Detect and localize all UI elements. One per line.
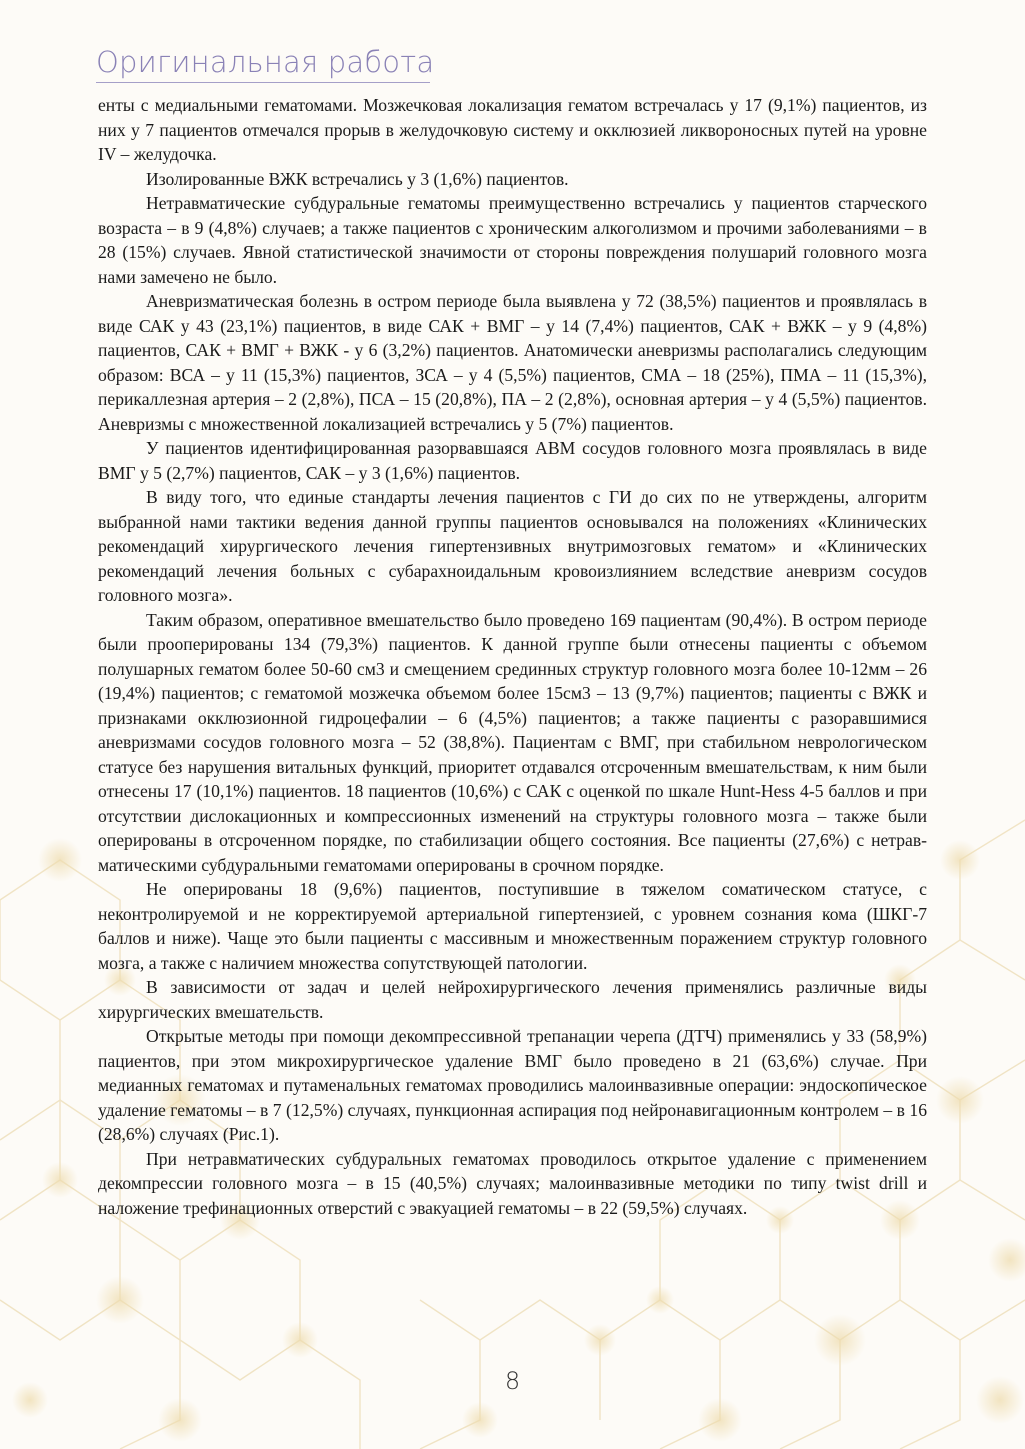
paragraph: Таким образом, оперативное вмешательство было проведено 169 пациентам (90,4%). В остром периоде были прооперированы 134 (79,3%) пациентов. К данной группе были отнесены пациенты с объемом полушарных гематом более 50-60 см3 и смещением срединных структур головного мозга более 10-12мм – 26 (19,4%) пациентов; с гематомой мозжечка объемом более 15см3 – 13 (9,7%) пациентов; пациенты с ВЖК и признаками окклюзионной гидроцефалии – 6 (4,5%) пациентов; а также пациенты с разоравшимися аневризмами сосудов головного мозга – 52 (38,8%). Пациентам с ВМГ, при стабильном неврологическом статусе без нарушения витальных функций, приоритет отдавался отсроченным вмешательствам, к ним были отнесены 17 (10,1%) пациентов. 18 пациентов (10,6%) с САК с оценкой по шкале Hunt-Hess 4-5 баллов и при отсутствии дислокационных и компрессионных изменений на структуры головного мозга – также были оперированы в отсроченном порядке, по стабилизации общего состояния. Все пациенты (27,6%) с нетрав-матическими субдуральными гематомами оперированы в срочном порядке. [98, 609, 927, 875]
article-body [98, 93, 927, 1220]
paragraph: Не оперированы 18 (9,6%) пациентов, поступившие в тяжелом соматическом статусе, с неконтролируемой и не корректируемой артериальной гипертензией, с уровнем сознания кома (ШКГ-7 баллов и ниже). Чаще это были пациенты с массивным и множественным поражением структур головного мозга, а также с наличием множества сопутствующей патологии. [98, 879, 927, 973]
header-divider [96, 82, 430, 83]
paragraph: Нетравматические субдуральные гематомы преимущественно встречались у пациентов старческого возраста – в 9 (4,8%) случаев; а также пациентов с хроническим алкоголизмом и прочими заболеваниями – в 28 (15%) случаев. Явной статистической значимости от стороны повреждения полушарий головного мозга нами замечено не было. [98, 193, 927, 287]
paragraph: Изолированные ВЖК встречались у 3 (1,6%) пациентов. [146, 168, 569, 189]
paragraph: Аневризматическая болезнь в остром периоде была выявлена у 72 (38,5%) пациентов и проявлялась в виде САК у 43 (23,1%) пациентов, в виде САК + ВМГ – у 14 (7,4%) пациентов, САК + ВЖК – у 9 (4,8%) пациентов, САК + ВМГ + ВЖК - у 6 (3,2%) пациентов. Анатомически аневризмы располагались следующим образом: ВСА – у 11 (15,3%) пациентов, ЗСА – у 4 (5,5%) пациентов, СМА – 18 (25%), ПМА – 11 (15,3%), перикаллезная артерия – 2 (2,8%), ПСА – 15 (20,8%), ПА – 2 (2,8%), основная артерия – у 4 (5,5%) пациентов. Аневризмы с множественной локализацией встречались у 5 (7%) пациентов. [98, 291, 927, 434]
paragraph: При нетравматических субдуральных гематомах проводилось открытое удаление с применением декомпрессии головного мозга – в 15 (40,5%) случаях; малоинвазивные методики по типу twist drill и наложение трефинационных отверстий с эвакуацией гематомы – в 22 (59,5%) случаях. [98, 1148, 927, 1218]
section-title: Оригинальная работа [96, 45, 435, 79]
paragraph: В зависимости от задач и целей нейрохирургического лечения применялись различные виды хирургических вмешательств. [98, 977, 927, 1022]
paragraph: В виду того, что единые стандарты лечения пациентов с ГИ до сих по не утверждены, алгоритм выбранной нами тактики ведения данной группы пациентов основывался на положениях «Клинических рекомендаций хирургического лечения гипертензивных внутримозговых гематом» и «Клинических рекомендаций лечения больных с субарахноидальным кровоизлиянием вследствие аневризм сосудов головного мозга». [98, 487, 927, 605]
running-header [96, 44, 434, 80]
page-number: 8 [504, 1367, 521, 1395]
paragraph: енты с медиальными гематомами. Мозжечковая локализация гематом встречалась у 17 (9,1%) пациентов, из них у 7 пациентов отмечался прорыв в желудочковую систему и окклюзией ликвороносных путей на уровне IV – желудочка. [98, 95, 927, 164]
paragraph: У пациентов идентифицированная разорвавшаяся АВМ сосудов головного мозга проявлялась в виде ВМГ у 5 (2,7%) пациентов, САК – у 3 (1,6%) пациентов. [98, 438, 927, 483]
paragraph: Открытые методы при помощи декомпрессивной трепанации черепа (ДТЧ) применялись у 33 (58,9%) пациентов, при этом микрохирургическое удаление ВМГ было проведено в 21 (63,6%) случае. При медианных гематомах и путаменальных гематомах проводились малоинвазивные операции: эндоскопическое удаление гематомы – в 7 (12,5%) случаях, пункционная аспирация под нейронавигационным контролем – в 16 (28,6%) случаях (Рис.1). [98, 1026, 927, 1144]
